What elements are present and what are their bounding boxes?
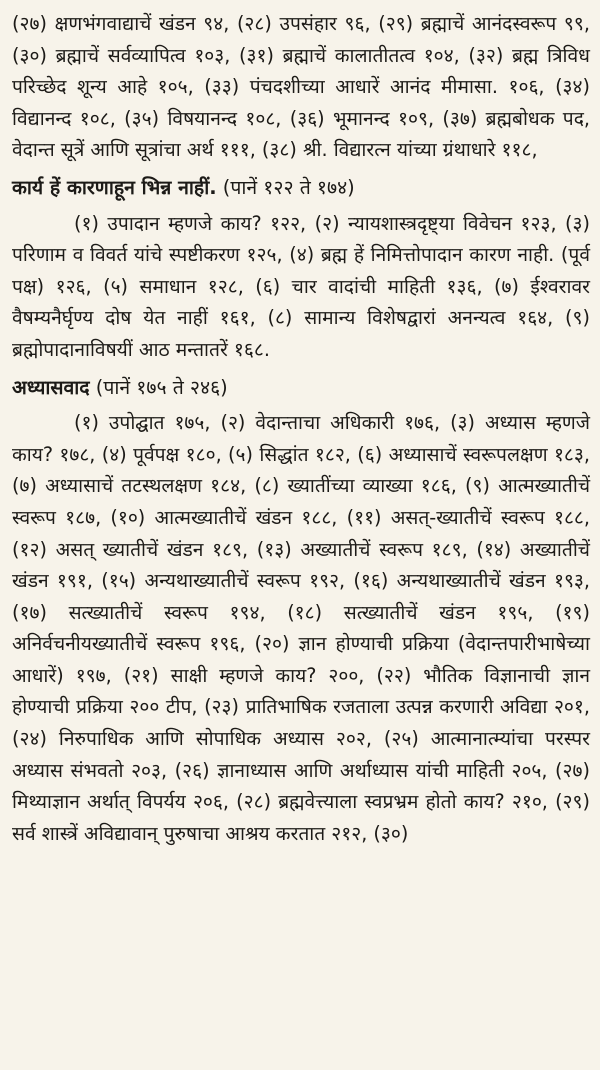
- contents-paragraph-continued: (२७) क्षणभंगवाद्याचें खंडन ९४, (२८) उपसंहार ९६, (२९) ब्रह्माचें आनंदस्वरूप ९९, (३०) ब्रह्माचें सर्वव्यापित्व १०३, (३१) ब्रह्माचें कालातीतत्व १०४, (३२) ब्रह्म त्रिविध परिच्छेद शून्य आहे १०५, (३३) पंचदशीच्या आधारें आनंद मीमासा. १०६, (३४) विद्यानन्द १०८, (३५) विषयानन्द १०८, (३६) भूमानन्द १०९, (३७) ब्रह्मबोधक पद, वेदान्त सूत्रें आणि सूत्रांचा अर्थ १११, (३८) श्री. विद्यारत्न यांच्या ग्रंथाधारे ११८,: [12, 12, 590, 162]
- contents-paragraph-adhyasavad: (१) उपोद्घात १७५, (२) वेदान्ताचा अधिकारी १७६, (३) अध्यास म्हणजे काय? १७८, (४) पूर्वपक्ष १८०, (५) सिद्धांत १८२, (६) अध्यासाचें स्वरूपलक्षण १८३, (७) अध्यासाचें तटस्थलक्षण १८४, (८) ख्यातींच्या व्याख्या १८६, (९) आत्मख्यातीचें स्वरूप १८७, (१०) आत्मख्यातीचें खंडन १८८, (११) असत्-ख्यातीचें स्वरूप १८८, (१२) असत् ख्यातीचें खंडन १८९, (१३) अख्यातीचें स्वरूप १८९, (१४) अख्यातीचें खंडन १९१, (१५) अन्यथाख्यातीचें स्वरूप १९२, (१६) अन्यथाख्यातीचें खंडन १९३, (१७) सत्ख्यातीचें स्वरूप १९४, (१८) सत्ख्यातीचें खंडन १९५, (१९) अनिर्वचनीयख्यातीचें स्वरूप १९६, (२०) ज्ञान होण्याची प्रक्रिया (वेदान्तपारीभाषेच्या आधारें) १९७, (२१) साक्षी म्हणजे काय? २००, (२२) भौतिक विज्ञानाची ज्ञान होण्याची प्रक्रिया २०० टीप, (२३) प्रातिभाषिक रजताला उत्पन्न करणारी अविद्या २०१, (२४) निरुपाधिक आणि सोपाधिक अध्यास २०२, (२५) आत्मानात्म्यांचा परस्पर अध्यास संभवतो २०३, (२६) ज्ञानाध्यास आणि अर्थाध्यास यांची माहिती २०५, (२७) मिथ्याज्ञान अर्थात् विपर्यय २०६, (२८) ब्रह्मवेत्त्याला स्वप्रभ्रम होतो काय? २१०, (२९) सर्व शास्त्रें अविद्यावान् पुरुषाचा आश्रय करतात २१२, (३०): [12, 411, 590, 845]
- section-title: अध्यासवाद: [12, 375, 90, 399]
- contents-paragraph-karya: (१) उपादान म्हणजे काय? १२२, (२) न्यायशास्त्रदृष्ट्या विवेचन १२३, (३) परिणाम व विवर्त यांचे स्पष्टीकरण १२५, (४) ब्रह्म हें निमित्तोपादान कारण नाही. (पूर्व पक्ष) १२६, (५) समाधान १२८, (६) चार वादांची माहिती १३६, (७) ईश्वरावर वैषम्यनैर्घृण्य दोष येत नाहीं १६१, (८) सामान्य विशेषद्वारां अनन्यत्व १६४, (९) ब्रह्मोपादानाविषयीं आठ मन्तातरें १६८.: [12, 211, 590, 361]
- section-heading-adhyasavad: [12, 372, 590, 404]
- section-page-range: (पानें १२२ ते १७४): [216, 175, 355, 199]
- section-page-range: (पानें १७५ ते २४६): [89, 375, 228, 399]
- section-title: कार्य हें कारणाहून भिन्न नाहीं.: [12, 175, 217, 199]
- section-heading-karya: [12, 172, 590, 204]
